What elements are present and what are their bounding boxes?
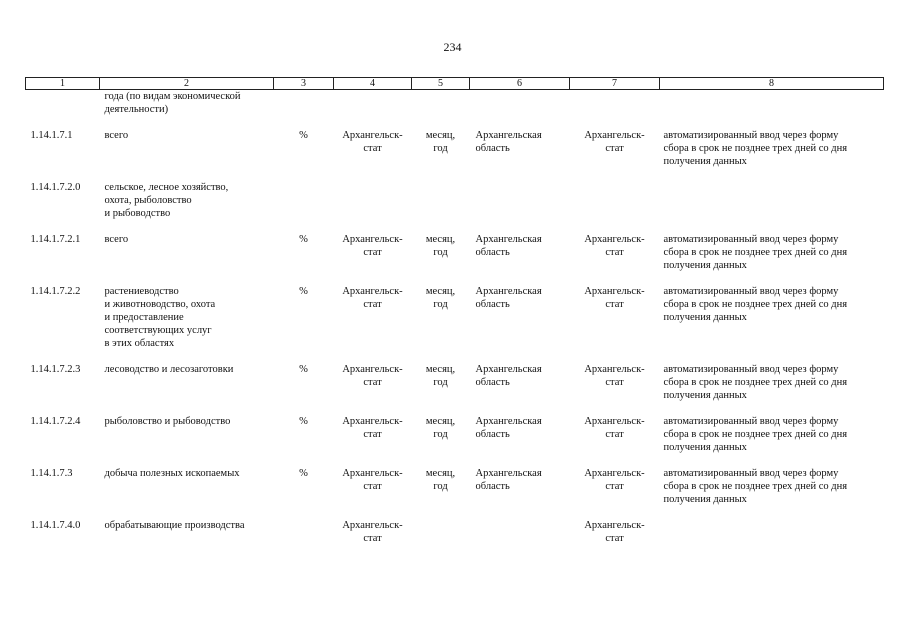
data-source: Архангельск- стат bbox=[342, 416, 403, 440]
table-row bbox=[26, 415, 884, 454]
row-spacer bbox=[26, 168, 884, 181]
row-spacer bbox=[26, 402, 884, 415]
unit bbox=[274, 519, 334, 545]
territory-level bbox=[470, 519, 570, 545]
input-method: автоматизированный ввод через форму сбора в срок не позднее трех дней со дня получения данных bbox=[663, 468, 848, 505]
periodicity bbox=[412, 519, 470, 545]
continuation-row bbox=[26, 90, 884, 117]
row-spacer bbox=[26, 272, 884, 285]
periodicity: месяц, год bbox=[425, 234, 456, 258]
input-method bbox=[660, 181, 884, 220]
responsible-body: Архангельск- стат bbox=[584, 234, 645, 258]
indicator-name: всего bbox=[104, 234, 129, 245]
periodicity bbox=[412, 181, 470, 220]
indicator-code: 1.14.1.7.2.2 bbox=[30, 286, 81, 297]
table-row bbox=[26, 181, 884, 220]
unit: % bbox=[299, 130, 308, 141]
unit: % bbox=[299, 468, 308, 479]
periodicity: месяц, год bbox=[425, 364, 456, 388]
indicator-code: 1.14.1.7.2.1 bbox=[30, 234, 81, 245]
indicator-name: обрабатывающие производства bbox=[104, 520, 245, 531]
column-number-row bbox=[26, 78, 884, 90]
territory-level bbox=[470, 181, 570, 220]
indicator-name: лесоводство и лесозаготовки bbox=[104, 364, 234, 375]
indicator-code: 1.14.1.7.1 bbox=[30, 130, 73, 141]
territory-level: Архангельская область bbox=[475, 130, 542, 154]
row-spacer bbox=[26, 116, 884, 129]
territory-level: Архангельская область bbox=[475, 364, 542, 388]
row-spacer bbox=[26, 454, 884, 467]
data-source: Архангельск- стат bbox=[342, 364, 403, 388]
periodicity: месяц, год bbox=[425, 130, 456, 154]
table-row bbox=[26, 467, 884, 506]
unit: % bbox=[299, 286, 308, 297]
input-method: автоматизированный ввод через форму сбора в срок не позднее трех дней со дня получения данных bbox=[663, 286, 848, 323]
indicator-code: 1.14.1.7.3 bbox=[30, 468, 73, 479]
unit: % bbox=[299, 234, 308, 245]
table-row bbox=[26, 129, 884, 168]
table-row bbox=[26, 285, 884, 350]
input-method: автоматизированный ввод через форму сбора в срок не позднее трех дней со дня получения данных bbox=[663, 130, 848, 167]
input-method bbox=[660, 519, 884, 545]
input-method: автоматизированный ввод через форму сбора в срок не позднее трех дней со дня получения данных bbox=[663, 416, 848, 453]
data-source: Архангельск- стат bbox=[342, 130, 403, 154]
periodicity: месяц, год bbox=[425, 286, 456, 310]
indicator-name: рыболовство и рыбоводство bbox=[104, 416, 231, 427]
responsible-body: Архангельск- стат bbox=[584, 468, 645, 492]
data-source: Архангельск- стат bbox=[342, 468, 403, 492]
indicator-code: 1.14.1.7.2.4 bbox=[30, 416, 81, 427]
territory-level: Архангельская область bbox=[475, 286, 542, 310]
row-spacer bbox=[26, 350, 884, 363]
data-source: Архангельск- стат bbox=[342, 286, 403, 310]
responsible-body: Архангельск- стат bbox=[584, 416, 645, 440]
responsible-body: Архангельск- стат bbox=[584, 286, 645, 310]
continuation-text: года (по видам экономической деятельности) bbox=[104, 91, 241, 115]
column-number: 8 bbox=[660, 78, 884, 90]
indicator-table bbox=[25, 77, 884, 545]
input-method: автоматизированный ввод через форму сбора в срок не позднее трех дней со дня получения данных bbox=[663, 234, 848, 271]
data-source bbox=[334, 181, 412, 220]
territory-level: Архангельская область bbox=[475, 468, 542, 492]
indicator-name: сельское, лесное хозяйство, охота, рыболовство и рыбоводство bbox=[104, 182, 229, 219]
data-source: Архангельск- стат bbox=[342, 234, 403, 258]
responsible-body: Архангельск- стат bbox=[584, 520, 645, 544]
page-number: 234 bbox=[443, 40, 462, 54]
row-spacer bbox=[26, 506, 884, 519]
column-number: 3 bbox=[274, 78, 334, 90]
territory-level: Архангельская область bbox=[475, 416, 542, 440]
responsible-body: Архангельск- стат bbox=[584, 364, 645, 388]
territory-level: Архангельская область bbox=[475, 234, 542, 258]
indicator-code: 1.14.1.7.2.0 bbox=[30, 182, 81, 193]
unit bbox=[274, 181, 334, 220]
input-method: автоматизированный ввод через форму сбора в срок не позднее трех дней со дня получения данных bbox=[663, 364, 848, 401]
column-number: 7 bbox=[570, 78, 660, 90]
column-number: 4 bbox=[334, 78, 412, 90]
periodicity: месяц, год bbox=[425, 468, 456, 492]
column-number: 6 bbox=[470, 78, 570, 90]
unit: % bbox=[299, 364, 308, 375]
column-number: 2 bbox=[100, 78, 274, 90]
unit: % bbox=[299, 416, 308, 427]
column-number: 1 bbox=[26, 78, 100, 90]
indicator-code: 1.14.1.7.4.0 bbox=[30, 520, 81, 531]
indicator-code: 1.14.1.7.2.3 bbox=[30, 364, 81, 375]
column-number: 5 bbox=[412, 78, 470, 90]
table-row bbox=[26, 519, 884, 545]
table-row bbox=[26, 233, 884, 272]
responsible-body: Архангельск- стат bbox=[584, 130, 645, 154]
table-row bbox=[26, 363, 884, 402]
indicator-name: всего bbox=[104, 130, 129, 141]
data-source: Архангельск- стат bbox=[342, 520, 403, 544]
row-spacer bbox=[26, 220, 884, 233]
indicator-name: растениеводство и животноводство, охота и предоставление соответствующих услуг в этих областях bbox=[104, 286, 216, 349]
responsible-body bbox=[570, 181, 660, 220]
indicator-name: добыча полезных ископаемых bbox=[104, 468, 240, 479]
periodicity: месяц, год bbox=[425, 416, 456, 440]
